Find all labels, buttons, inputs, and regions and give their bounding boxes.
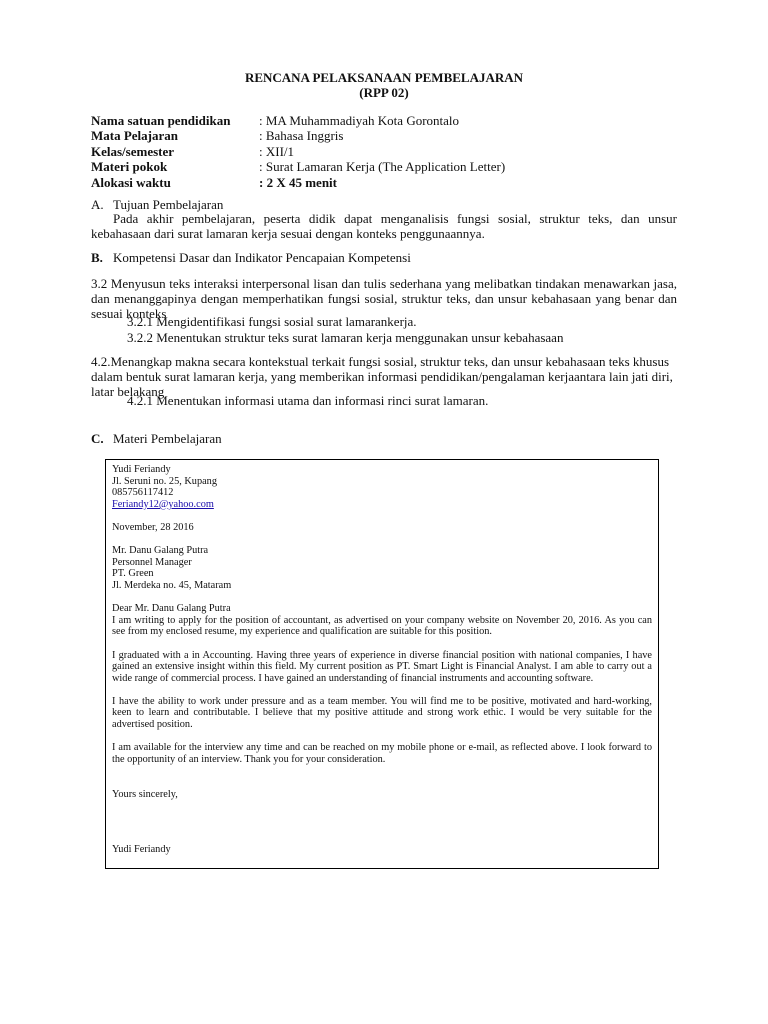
recipient-name: Mr. Danu Galang Putra — [112, 545, 209, 557]
identity-value: : Bahasa Inggris — [259, 128, 344, 144]
identity-label: Materi pokok — [91, 159, 168, 175]
letter-paragraph: I am writing to apply for the position of accountant, as advertised on your company website on November 20, 2016. As you can see from my enclosed resume, my experience and qualification are suitable for this position. — [112, 614, 652, 638]
letter-paragraph: I have the ability to work under pressure and as a team member. You will find me to be positive, motivated and hard-working, keen to learn and contributable. I believe that my positive attitude and strong work ethic. I would be very suitable for the advertised position. — [112, 695, 652, 731]
sender-address: Jl. Seruni no. 25, Kupang — [112, 475, 217, 487]
identity-value: : Surat Lamaran Kerja (The Application Letter) — [259, 159, 506, 175]
sender-name: Yudi Feriandy — [112, 464, 171, 475]
identity-row — [91, 159, 505, 174]
identity-label: Kelas/semester — [91, 143, 175, 159]
letter-salutation: Dear Mr. Danu Galang Putra — [112, 603, 231, 615]
identity-table — [91, 113, 505, 190]
document-title: RENCANA PELAKSANAAN PEMBELAJARAN — [244, 70, 524, 85]
document-title-block — [0, 70, 768, 100]
kd-3-2-text: 3.2 Menyusun teks interaksi interpersonal lisan dan tulis sederhana yang melibatkan tindakan menawarkan jasa, dan menanggapinya dengan memperhatikan fungsi sosial, struktur teks, dan unsur kebahasaan yang benar dan sesuai konteks — [91, 276, 677, 321]
identity-value: : 2 X 45 menit — [259, 174, 337, 190]
letter-closing: Yours sincerely, — [112, 788, 178, 800]
application-letter — [112, 464, 652, 800]
identity-value: : XII/1 — [259, 143, 295, 159]
section-c-marker: C. — [91, 431, 104, 446]
recipient-address: Jl. Merdeka no. 45, Mataram — [112, 579, 232, 591]
letter-paragraph: I am available for the interview any time and can be reached on my mobile phone or e-mail, as reflected above. I look forward to the opportunity of an interview. Thank you for your consideration. — [112, 742, 652, 765]
section-c-heading: Materi Pembelajaran — [113, 431, 222, 446]
section-a-text: Pada akhir pembelajaran, peserta didik dapat menganalisis fungsi sosial, struktur teks, dan unsur kebahasaan dari surat lamaran kerja sesuai dengan konteks penggunaannya. — [91, 211, 677, 241]
identity-label: Nama satuan pendidikan — [91, 113, 231, 128]
identity-row — [91, 128, 505, 143]
document-subtitle: (RPP 02) — [359, 85, 409, 100]
identity-label: Alokasi waktu — [91, 174, 171, 190]
recipient-company: PT. Green — [112, 568, 154, 580]
letter-date: November, 28 2016 — [112, 521, 194, 533]
section-a-heading: Tujuan Pembelajaran — [113, 197, 224, 212]
identity-row — [91, 113, 505, 128]
section-b-marker: B. — [91, 250, 103, 265]
letter-signature: Yudi Feriandy — [112, 844, 171, 855]
indicator-3-2-1: 3.2.1 Mengidentifikasi fungsi sosial surat lamarankerja. — [127, 314, 417, 329]
indicator-3-2-2: 3.2.2 Menentukan struktur teks surat lamaran kerja menggunakan unsur kebahasaan — [127, 330, 564, 345]
recipient-title: Personnel Manager — [112, 556, 192, 568]
identity-row — [91, 144, 505, 159]
identity-row — [91, 175, 505, 190]
indicator-4-2-1: 4.2.1 Menentukan informasi utama dan informasi rinci surat lamaran. — [127, 393, 489, 408]
sender-phone: 085756117412 — [112, 487, 174, 499]
sender-email-link[interactable]: Feriandy12@yahoo.com — [112, 498, 214, 510]
section-a-marker: A. — [91, 197, 104, 212]
kd-4-2-text: 4.2.Menangkap makna secara kontekstual terkait fungsi sosial, struktur teks, dan unsur kebahasaan teks khusus dalam bentuk surat lamaran kerja, yang memberikan informasi pendidikan/pengalaman kerjaantara lain jati diri, latar belakang — [91, 354, 673, 399]
letter-paragraph: I graduated with a in Accounting. Having three years of experience in diverse financial position with national companies, I have gained an extensive insight within this field. My current position as PT. Smart Light is Financial Analyst. I am able to carry out a wide range of commercial process. I have gained an understanding of financial instruments and accounting software. — [112, 649, 652, 684]
identity-value: : MA Muhammadiyah Kota Gorontalo — [259, 113, 460, 128]
identity-label: Mata Pelajaran — [91, 128, 179, 144]
application-letter-box — [105, 459, 659, 869]
section-b-heading: Kompetensi Dasar dan Indikator Pencapaian Kompetensi — [113, 250, 411, 265]
